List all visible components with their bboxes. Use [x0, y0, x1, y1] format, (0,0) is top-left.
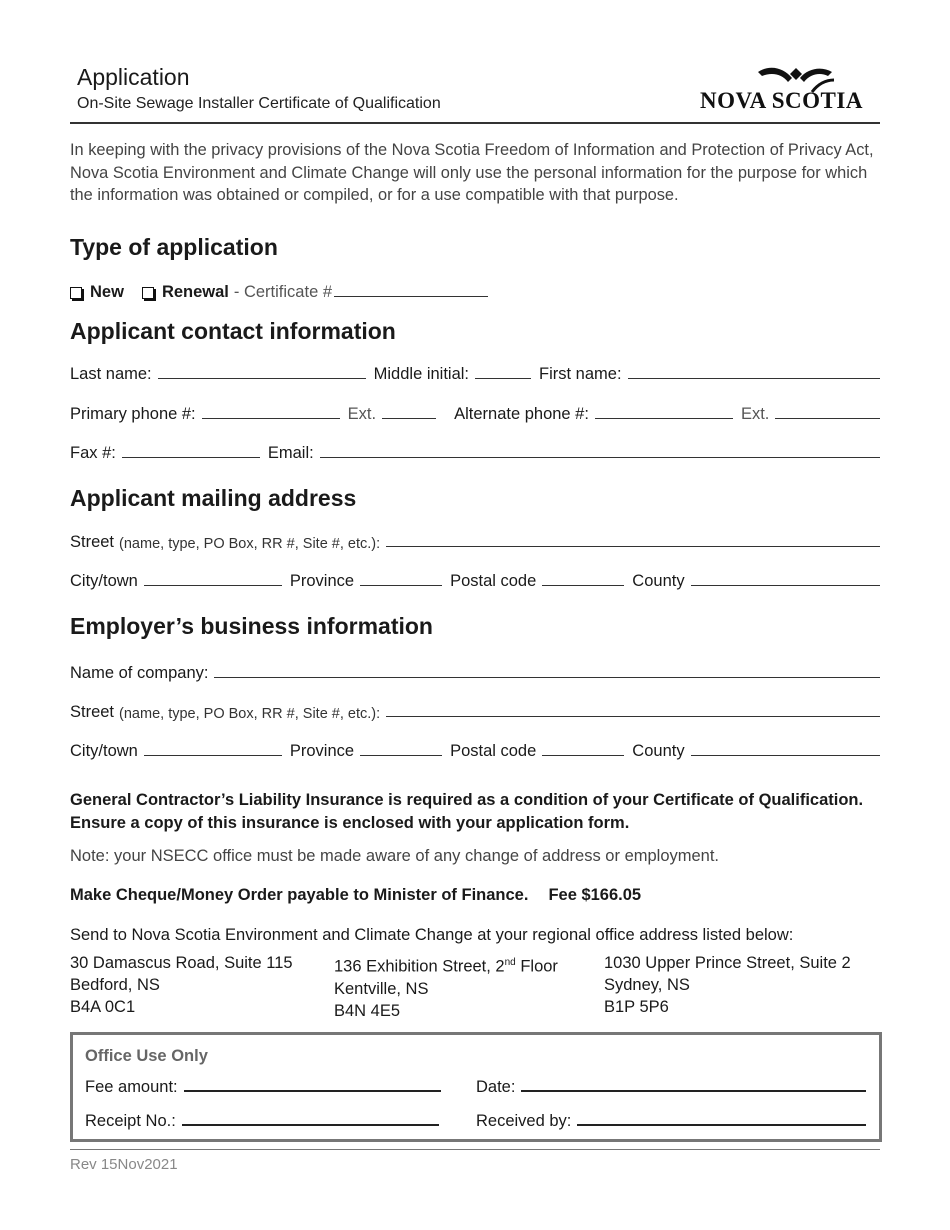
page-subtitle: On-Site Sewage Installer Certificate of Qualification [77, 95, 441, 112]
employer-province-field[interactable] [360, 755, 442, 756]
office-bedford-postal: B4A 0C1 [70, 998, 136, 1016]
office-kentville-city: Kentville, NS [334, 979, 429, 998]
alternate-phone-field[interactable] [595, 418, 733, 419]
mailing-street-hint: (name, type, PO Box, RR #, Site #, etc.): [119, 536, 381, 552]
logo-text: NOVA SCOTIA [700, 88, 863, 113]
receipt-row [85, 1107, 439, 1131]
employer-province-label: Province [289, 742, 355, 760]
insurance-bold: General Contractor’s Liability Insurance [70, 791, 384, 809]
change-note: Note: your NSECC office must be made aware of any change of address or employment. [70, 847, 720, 865]
mailing-city-label: City/town [70, 572, 138, 590]
employer-heading: Employer’s business information [70, 613, 433, 639]
receipt-label: Receipt No.: [85, 1112, 176, 1130]
date-field[interactable] [521, 1090, 866, 1092]
fee-amount-label: Fee amount: [85, 1078, 178, 1096]
employer-street-field[interactable] [386, 716, 880, 717]
office-kentville-street-end: Floor [515, 957, 558, 976]
last-name-field[interactable] [158, 378, 366, 379]
mailing-street-row [70, 528, 880, 552]
insurance-notice [70, 789, 885, 834]
company-row [70, 659, 880, 683]
payment-line [70, 884, 885, 907]
page-title: Application [77, 64, 190, 90]
middle-initial-label: Middle initial: [373, 365, 470, 383]
company-label: Name of company: [70, 664, 209, 682]
date-label: Date: [476, 1078, 516, 1096]
office-kentville-street-sup: nd [504, 957, 516, 968]
new-checkbox[interactable] [70, 287, 82, 299]
email-field[interactable] [320, 457, 880, 458]
fax-field[interactable] [122, 457, 260, 458]
payment-payee: Minister of Finance. [373, 886, 529, 904]
office-use-title: Office Use Only [85, 1047, 208, 1065]
last-name-label: Last name: [70, 365, 152, 383]
contact-heading: Applicant contact information [70, 318, 396, 344]
mailing-city-row [70, 567, 880, 591]
renewal-label: Renewal [161, 283, 229, 301]
office-use-box [70, 1032, 882, 1142]
mailing-street-label: Street [70, 533, 115, 551]
employer-city-row [70, 737, 880, 761]
certificate-number-field[interactable] [334, 296, 488, 297]
employer-city-label: City/town [70, 742, 138, 760]
fee-amount-row [85, 1073, 441, 1097]
employer-street-label: Street [70, 703, 115, 721]
footer-rule [70, 1149, 880, 1150]
received-by-row [476, 1107, 866, 1131]
employer-county-field[interactable] [691, 755, 880, 756]
mailing-street-field[interactable] [386, 546, 880, 547]
insurance-rest: is required as a condition of your Certificate of Qualification. Ensure a copy of this insurance is enclosed with your application form. [70, 791, 864, 832]
alternate-ext-label: Ext. [740, 405, 770, 423]
office-kentville-postal: B4N 4E5 [334, 1001, 401, 1020]
alternate-phone-label: Alternate phone #: [454, 405, 589, 423]
employer-county-label: County [632, 742, 685, 760]
payment-prefix: Make Cheque/Money Order payable to [70, 886, 374, 904]
employer-postal-field[interactable] [542, 755, 624, 756]
privacy-notice: In keeping with the privacy provisions of the Nova Scotia Freedom of Information and Protection of Privacy Act, Nova Scotia Environment and Climate Change will only use the personal information for the purpose for which the information was obtained or compiled, or for a use compatible with that purpose. [70, 141, 874, 204]
type-of-application-heading: Type of application [70, 234, 278, 260]
mailing-county-label: County [632, 572, 685, 590]
alternate-ext-field[interactable] [775, 418, 880, 419]
renewal-checkbox[interactable] [142, 287, 154, 299]
phone-row [70, 400, 880, 424]
payment-fee: Fee $166.05 [548, 886, 642, 904]
primary-phone-field[interactable] [202, 418, 340, 419]
office-address-kentville [334, 952, 558, 1022]
office-kentville-street-main: 136 Exhibition Street, 2 [334, 957, 505, 976]
company-field[interactable] [214, 677, 880, 678]
middle-initial-field[interactable] [475, 378, 531, 379]
mailing-county-field[interactable] [691, 585, 880, 586]
primary-ext-label: Ext. [347, 405, 377, 423]
fax-email-row [70, 439, 880, 463]
revision-label: Rev 15Nov2021 [70, 1156, 178, 1173]
office-sydney-city: Sydney, NS [604, 976, 690, 994]
office-address-bedford [70, 952, 293, 1018]
date-row [476, 1073, 866, 1097]
header-rule [70, 122, 880, 124]
mailing-province-label: Province [289, 572, 355, 590]
office-sydney-street: 1030 Upper Prince Street, Suite 2 [604, 954, 851, 972]
type-of-application-row [70, 278, 520, 302]
receipt-field[interactable] [182, 1124, 439, 1126]
office-bedford-street: 30 Damascus Road, Suite 115 [70, 954, 293, 972]
email-label: Email: [267, 444, 314, 462]
mailing-heading: Applicant mailing address [70, 485, 357, 511]
mailing-postal-field[interactable] [542, 585, 624, 586]
first-name-field[interactable] [628, 378, 880, 379]
primary-phone-label: Primary phone #: [70, 405, 196, 423]
name-row [70, 360, 880, 384]
office-bedford-city: Bedford, NS [70, 976, 160, 994]
new-label: New [90, 283, 124, 301]
primary-ext-field[interactable] [382, 418, 436, 419]
first-name-label: First name: [539, 365, 622, 383]
employer-postal-label: Postal code [450, 742, 537, 760]
nova-scotia-logo [700, 64, 882, 116]
mailing-postal-label: Postal code [450, 572, 537, 590]
employer-city-field[interactable] [144, 755, 282, 756]
office-address-sydney [604, 952, 851, 1018]
employer-street-hint: (name, type, PO Box, RR #, Site #, etc.): [119, 706, 381, 722]
office-sydney-postal: B1P 5P6 [604, 998, 669, 1016]
mailing-province-field[interactable] [360, 585, 442, 586]
fax-label: Fax #: [70, 444, 116, 462]
received-by-field[interactable] [577, 1124, 866, 1126]
certificate-label: - Certificate # [233, 283, 333, 301]
office-kentville-street [334, 952, 558, 978]
received-by-label: Received by: [476, 1112, 572, 1130]
mailing-city-field[interactable] [144, 585, 282, 586]
fee-amount-field[interactable] [184, 1090, 441, 1092]
send-to: Send to Nova Scotia Environment and Climate Change at your regional office address listed below: [70, 926, 794, 944]
employer-street-row [70, 698, 880, 722]
